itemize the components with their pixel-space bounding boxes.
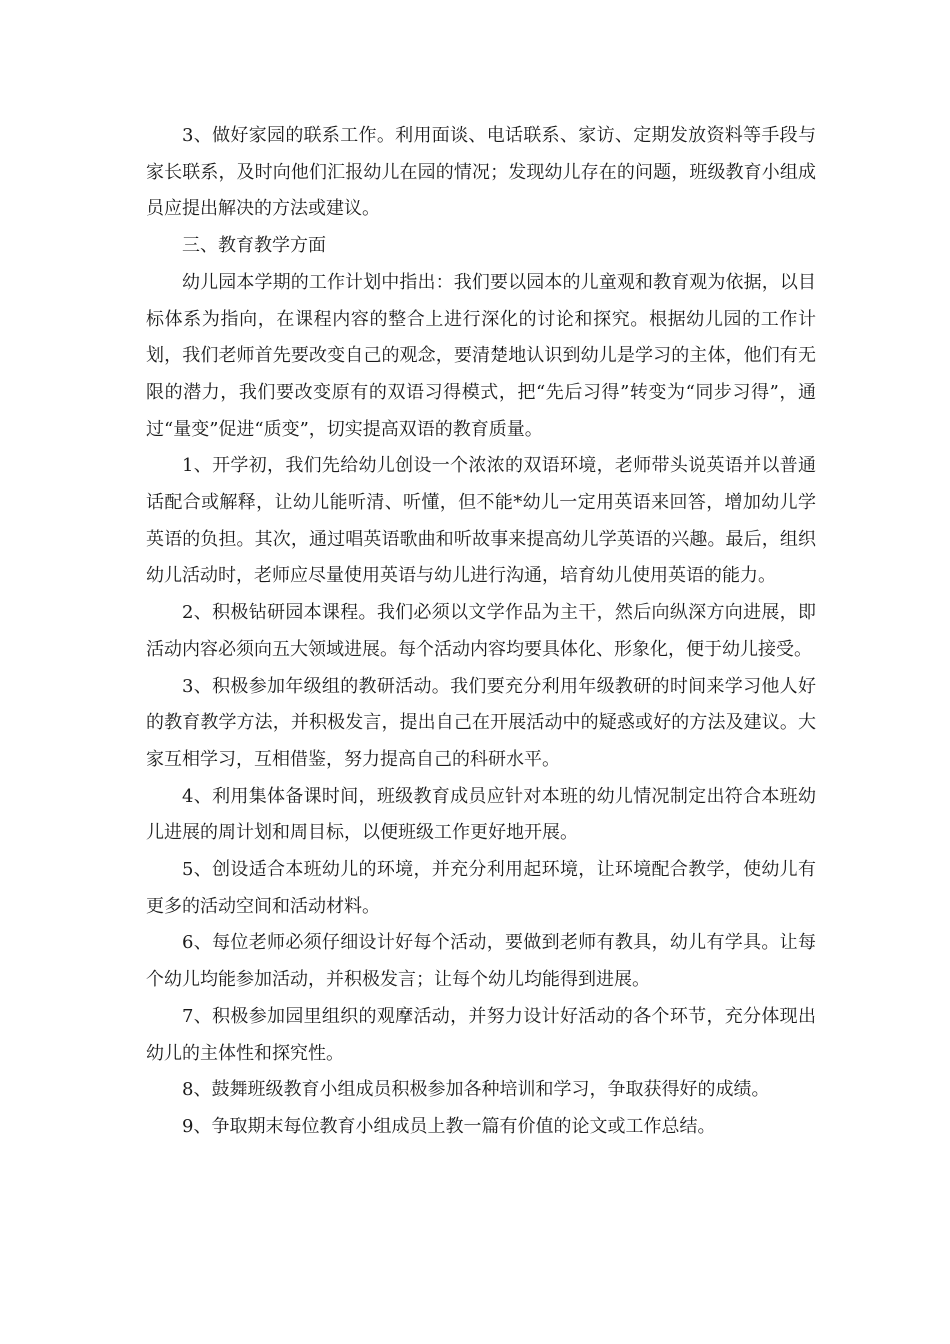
paragraph-item-6: 6、每位老师必须仔细设计好每个活动，要做到老师有教具，幼儿有学具。让每个幼儿均能参加活动，并积极发言；让每个幼儿均能得到进展。 (146, 932, 816, 991)
paragraph-item-7: 7、积极参加园里组织的观摩活动，并努力设计好活动的各个环节，充分体现出幼儿的主体性和探究性。 (146, 1005, 816, 1064)
paragraph-teaching-plan: 幼儿园本学期的工作计划中指出：我们要以园本的儿童观和教育观为依据，以目标体系为指向，在课程内容的整合上进行深化的讨论和探究。根据幼儿园的工作计划，我们老师首先要改变自己的观念，要清楚地认识到幼儿是学习的主体，他们有无限的潜力，我们要改变原有的双语习得模式，把“先后习得”转变为“同步习得”，通过“量变”促进“质变”，切实提高双语的教育质量。 (146, 271, 816, 440)
paragraph-item-8: 8、鼓舞班级教育小组成员积极参加各种培训和学习，争取获得好的成绩。 (182, 1079, 770, 1101)
paragraph-item-1: 1、开学初，我们先给幼儿创设一个浓浓的双语环境，老师带头说英语并以普通话配合或解释，让幼儿能听清、听懂，但不能*幼儿一定用英语来回答，增加幼儿学英语的负担。其次，通过唱英语歌曲和听故事来提高幼儿学英语的兴趣。最后，组织幼儿活动时，老师应尽量使用英语与幼儿进行沟通，培育幼儿使用英语的能力。 (146, 455, 816, 587)
paragraph-item-9: 9、争取期末每位教育小组成员上教一篇有价值的论文或工作总结。 (182, 1115, 716, 1137)
paragraph-home-school-contact: 3、做好家园的联系工作。利用面谈、电话联系、家访、定期发放资料等手段与家长联系，及时向他们汇报幼儿在园的情况；发现幼儿存在的问题，班级教育小组成员应提出解决的方法或建议。 (146, 125, 816, 220)
paragraph-item-4: 4、利用集体备课时间，班级教育成员应针对本班的幼儿情况制定出符合本班幼儿进展的周计划和周目标，以便班级工作更好地开展。 (146, 785, 816, 844)
document-body (146, 118, 816, 1146)
paragraph-item-5: 5、创设适合本班幼儿的环境，并充分利用起环境，让环境配合教学，使幼儿有更多的活动空间和活动材料。 (146, 859, 816, 917)
paragraph-item-2: 2、积极钻研园本课程。我们必须以文学作品为主干，然后向纵深方向进展，即活动内容必须向五大领域进展。每个活动内容均要具体化、形象化，便于幼儿接受。 (146, 602, 816, 660)
paragraph-item-3: 3、积极参加年级组的教研活动。我们要充分利用年级教研的时间来学习他人好的教育教学方法，并积极发言，提出自己在开展活动中的疑惑或好的方法及建议。大家互相学习，互相借鉴，努力提高自己的科研水平。 (146, 675, 816, 770)
section-heading-teaching: 三、教育教学方面 (182, 235, 326, 257)
